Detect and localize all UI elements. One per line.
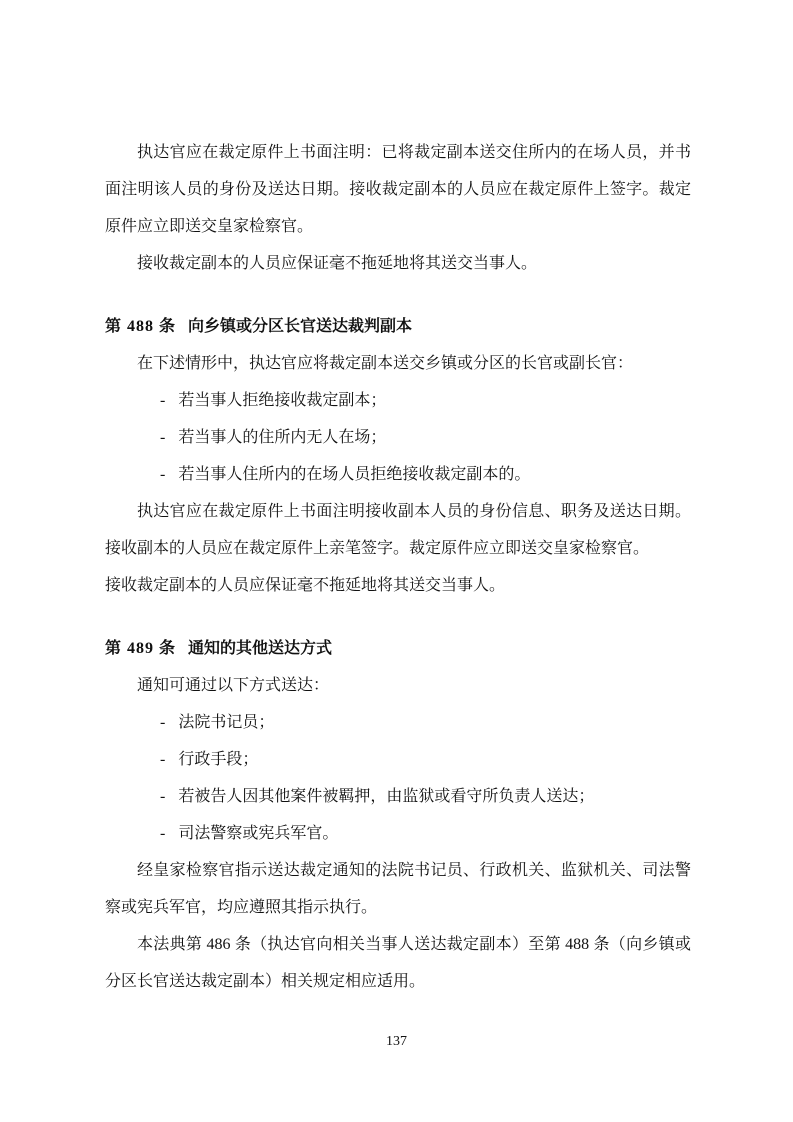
list-item-text: 若当事人拒绝接收裁定副本； <box>178 392 387 409</box>
article-heading <box>105 630 691 667</box>
list-item <box>105 456 691 493</box>
article-title: 向乡镇或分区长官送达裁判副本 <box>188 318 413 335</box>
list-item-text: 若当事人住所内的在场人员拒绝接收裁定副本的。 <box>178 466 531 483</box>
list-dash: - <box>160 466 166 483</box>
document-paragraph: 接收裁定副本的人员应保证毫不拖延地将其送交当事人。 <box>137 255 538 272</box>
list-dash: - <box>160 392 166 409</box>
list-item-text: 行政手段； <box>178 751 259 768</box>
article-heading <box>105 308 691 345</box>
list-item <box>105 419 691 456</box>
article-number: 第 489 条 <box>105 640 177 657</box>
list-dash: - <box>160 714 166 731</box>
list-item <box>105 382 691 419</box>
list-item-text: 若当事人的住所内无人在场； <box>178 429 387 446</box>
list-item-text: 若被告人因其他案件被羁押，由监狱或看守所负责人送达； <box>178 788 595 805</box>
list-dash: - <box>160 751 166 768</box>
article-title: 通知的其他送达方式 <box>188 640 333 657</box>
document-paragraph: 接收裁定副本的人员应保证毫不拖延地将其送交当事人。 <box>105 577 506 594</box>
document-paragraph: 执达官应在裁定原件上书面注明：已将裁定副本送交住所内的在场人员，并书面注明该人员的身份及送达日期。接收裁定副本的人员应在裁定原件上签字。裁定原件应立即送交皇家检察官。 <box>105 144 691 235</box>
list-item-text: 法院书记员； <box>178 714 275 731</box>
list-item-text: 司法警察或宪兵军官。 <box>178 825 339 842</box>
document-paragraph: 经皇家检察官指示送达裁定通知的法院书记员、行政机关、监狱机关、司法警察或宪兵军官，均应遵照其指示执行。 <box>105 862 691 916</box>
list-dash: - <box>160 788 166 805</box>
list-item <box>105 741 691 778</box>
list-item <box>105 815 691 852</box>
document-paragraph: 在下述情形中，执达官应将裁定副本送交乡镇或分区的长官或副长官： <box>137 355 634 372</box>
document-body <box>105 134 691 1000</box>
document-paragraph: 执达官应在裁定原件上书面注明接收副本人员的身份信息、职务及送达日期。接收副本的人员应在裁定原件上亲笔签字。裁定原件应立即送交皇家检察官。 <box>105 503 691 557</box>
list-item <box>105 778 691 815</box>
list-dash: - <box>160 429 166 446</box>
document-paragraph: 通知可通过以下方式送达： <box>137 677 330 694</box>
article-number: 第 488 条 <box>105 318 177 335</box>
list-dash: - <box>160 825 166 842</box>
document-paragraph: 本法典第 486 条（执达官向相关当事人送达裁定副本）至第 488 条（向乡镇或分区长官送达裁定副本）相关规定相应适用。 <box>105 936 691 990</box>
page-number: 137 <box>386 1034 407 1049</box>
list-item <box>105 704 691 741</box>
